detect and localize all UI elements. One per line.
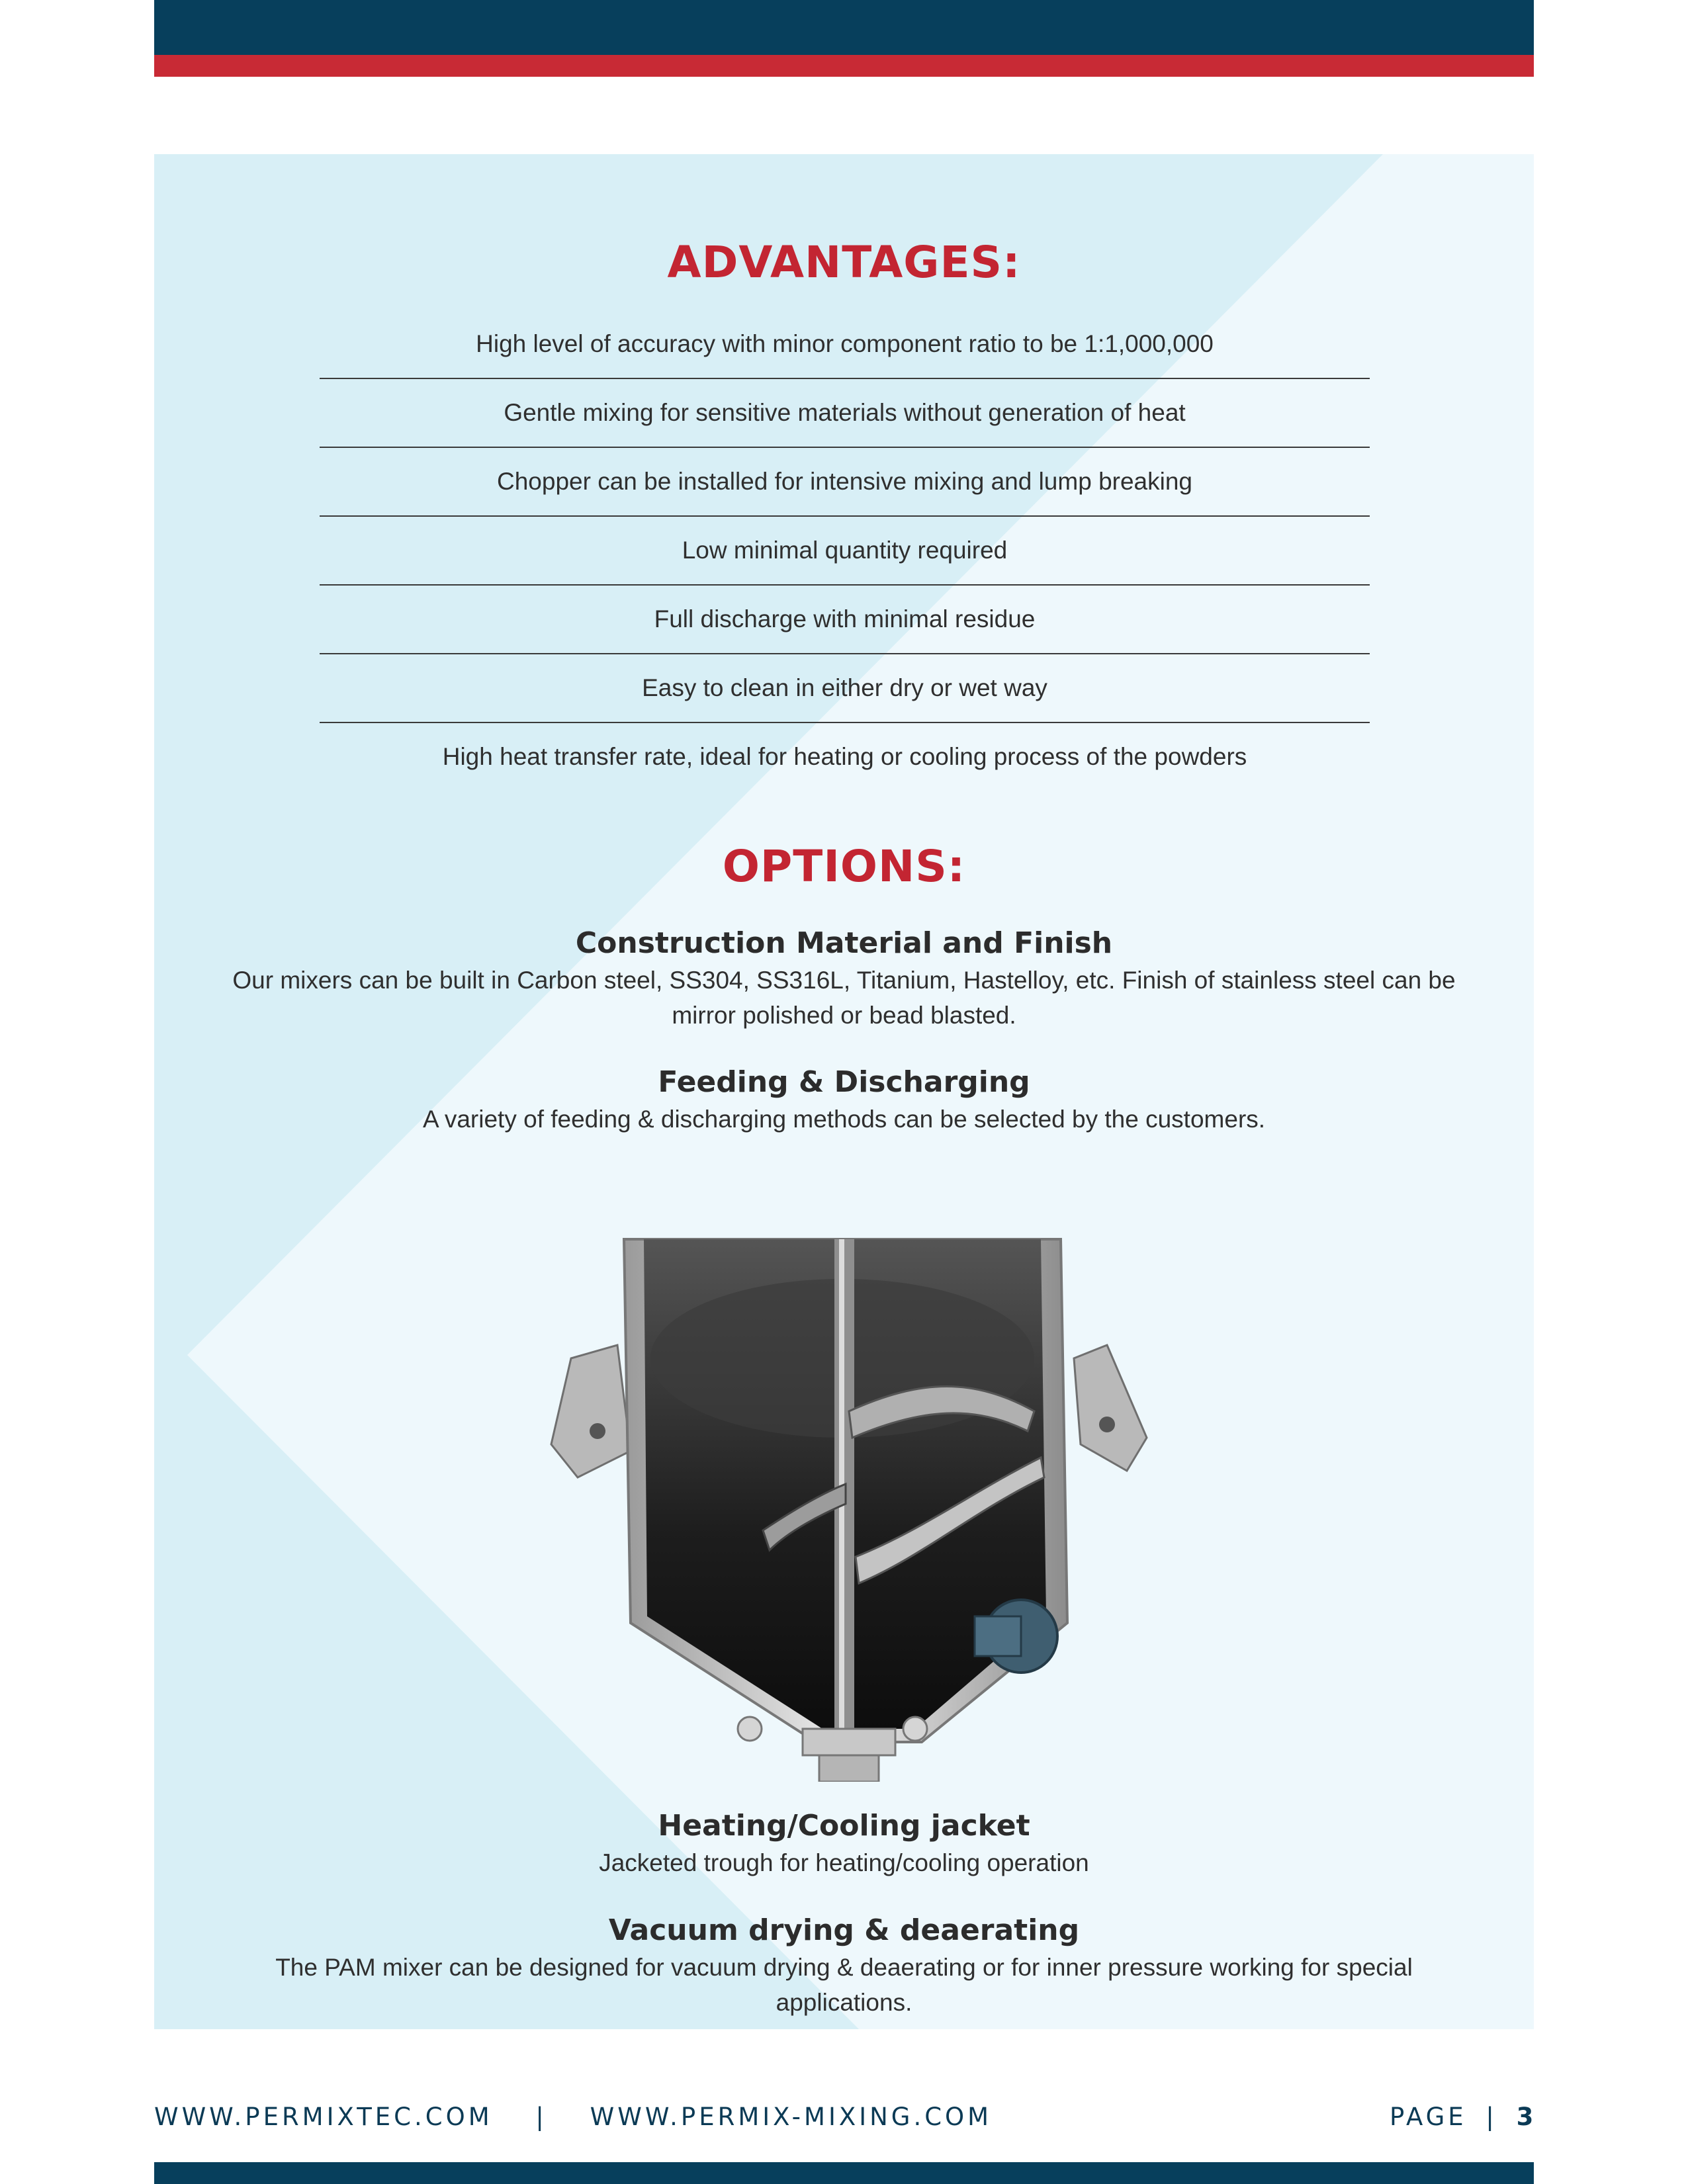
- advantage-item: Easy to clean in either dry or wet way: [320, 654, 1370, 723]
- advantage-item: Gentle mixing for sensitive materials without generation of heat: [320, 379, 1370, 448]
- advantage-item: Full discharge with minimal residue: [320, 586, 1370, 654]
- header-bar-red: [154, 55, 1534, 77]
- page-number: 3: [1516, 2103, 1537, 2131]
- advantage-item: Low minimal quantity required: [320, 517, 1370, 586]
- footer-bar-navy: [154, 2162, 1534, 2184]
- footer-separator: |: [535, 2103, 547, 2131]
- option-title-construction: Construction Material and Finish: [575, 926, 1113, 960]
- advantage-item: High heat transfer rate, ideal for heating or cooling process of the powders: [442, 743, 1247, 770]
- option-title-vacuum: Vacuum drying & deaerating: [608, 1913, 1080, 1947]
- option-title-jacket: Heating/Cooling jacket: [658, 1809, 1030, 1843]
- page-separator: |: [1486, 2103, 1497, 2131]
- advantage-item: High level of accuracy with minor component ratio to be 1:1,000,000: [320, 310, 1370, 379]
- footer-link-permixtec[interactable]: WWW.PERMIXTEC.COM: [154, 2103, 493, 2131]
- mixer-machine-illustration: [511, 1160, 1173, 1782]
- advantages-heading: ADVANTAGES:: [667, 237, 1021, 288]
- footer-websites: [154, 2103, 992, 2131]
- page-label: PAGE: [1390, 2103, 1467, 2131]
- option-desc-construction: Our mixers can be built in Carbon steel, SS304, SS316L, Titanium, Hastelloy, etc. Finish of stainless steel can be mirror polished or bead blasted.: [232, 967, 1456, 1029]
- option-title-feeding: Feeding & Discharging: [658, 1065, 1030, 1099]
- advantage-item: Chopper can be installed for intensive mixing and lump breaking: [320, 448, 1370, 517]
- header-bar-navy: [154, 0, 1534, 55]
- advantages-list: [320, 310, 1370, 791]
- options-heading: OPTIONS:: [722, 841, 966, 892]
- content-panel: [154, 154, 1534, 2029]
- option-desc-vacuum: The PAM mixer can be designed for vacuum drying & deaerating or for inner pressure working for special applications.: [275, 1954, 1413, 2016]
- footer-link-permix-mixing[interactable]: WWW.PERMIX-MIXING.COM: [590, 2103, 993, 2131]
- footer-page-indicator: [1390, 2103, 1536, 2131]
- option-desc-feeding: A variety of feeding & discharging methods can be selected by the customers.: [422, 1106, 1266, 1133]
- option-desc-jacket: Jacketed trough for heating/cooling operation: [599, 1849, 1089, 1876]
